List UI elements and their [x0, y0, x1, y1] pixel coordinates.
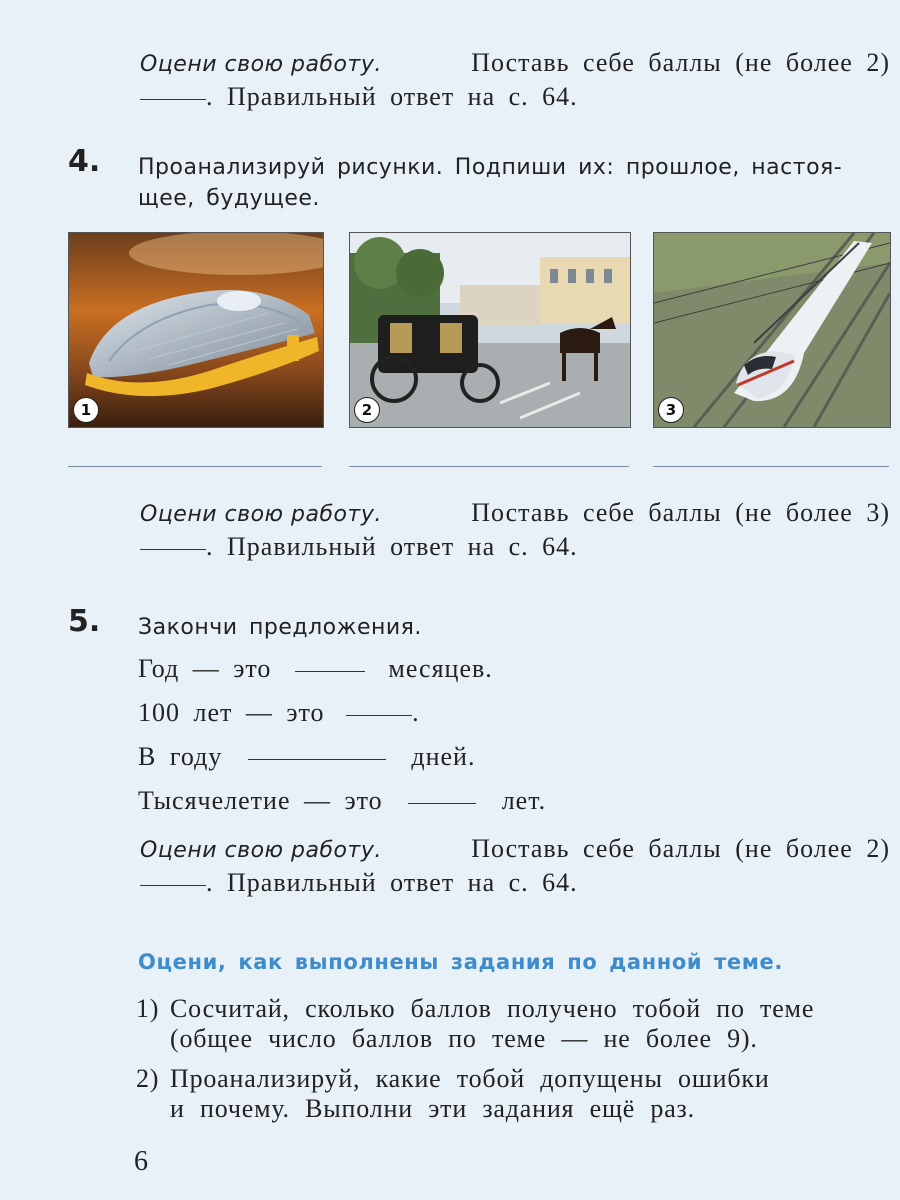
summary-item-2: 2) Проанализируй, какие тобой допущены ошибки и почему. Выполни эти задания ещё раз.	[136, 1064, 770, 1123]
summary-item-1: 1) Сосчитай, сколько баллов получено тобой по теме (общее число баллов по теме — не более 9).	[136, 994, 815, 1053]
score-blank[interactable]	[140, 884, 206, 886]
sentence-2: 100 лет — это .	[138, 698, 420, 727]
summary-heading: Оцени, как выполнены задания по данной теме.	[138, 950, 783, 974]
photo-number-badge: 3	[658, 397, 684, 423]
future-car-illustration	[69, 233, 323, 427]
fill-blank[interactable]	[295, 670, 365, 672]
self-evaluation-2	[140, 498, 890, 562]
caption-line-1[interactable]	[68, 466, 322, 467]
self-evaluation-1	[140, 48, 890, 112]
answer-reference: . Правильный ответ на с. 64.	[206, 868, 578, 897]
answer-reference: . Правильный ответ на с. 64.	[206, 532, 578, 561]
self-evaluation-text: Поставь себе баллы (не более 3)	[471, 498, 890, 527]
carriage-illustration	[350, 233, 630, 427]
answer-reference: . Правильный ответ на с. 64.	[206, 82, 578, 111]
self-evaluation-3	[140, 834, 890, 898]
photo-number-badge: 1	[73, 397, 99, 423]
task-instruction: Закончи предложения.	[138, 615, 422, 640]
self-evaluation-italic: Оцени свою работу.	[140, 838, 382, 863]
fill-blank[interactable]	[408, 802, 476, 804]
self-evaluation-italic: Оцени свою работу.	[140, 502, 382, 527]
fill-blank[interactable]	[248, 758, 386, 760]
sentence-3: В году дней.	[138, 742, 476, 771]
self-evaluation-text: Поставь себе баллы (не более 2)	[471, 834, 890, 863]
task-instruction: Проанализируй рисунки. Подпиши их: прошлое, настоя- щее, будущее.	[138, 155, 843, 211]
score-blank[interactable]	[140, 98, 206, 100]
photo-number-badge: 2	[354, 397, 380, 423]
train-illustration	[654, 233, 890, 427]
task-number: 5.	[68, 604, 101, 639]
photo-horse-carriage	[349, 232, 631, 428]
fill-blank[interactable]	[346, 714, 412, 716]
self-evaluation-text: Поставь себе баллы (не более 2)	[471, 48, 890, 77]
sentence-1: Год — это месяцев.	[138, 654, 493, 683]
caption-line-2[interactable]	[349, 466, 629, 467]
score-blank[interactable]	[140, 548, 206, 550]
task-number: 4.	[68, 144, 101, 179]
self-evaluation-italic: Оцени свою работу.	[140, 52, 382, 77]
photo-high-speed-train	[653, 232, 891, 428]
sentence-4: Тысячелетие — это лет.	[138, 786, 547, 815]
photo-future-car	[68, 232, 324, 428]
caption-line-3[interactable]	[653, 466, 889, 467]
page-number: 6	[134, 1146, 148, 1177]
